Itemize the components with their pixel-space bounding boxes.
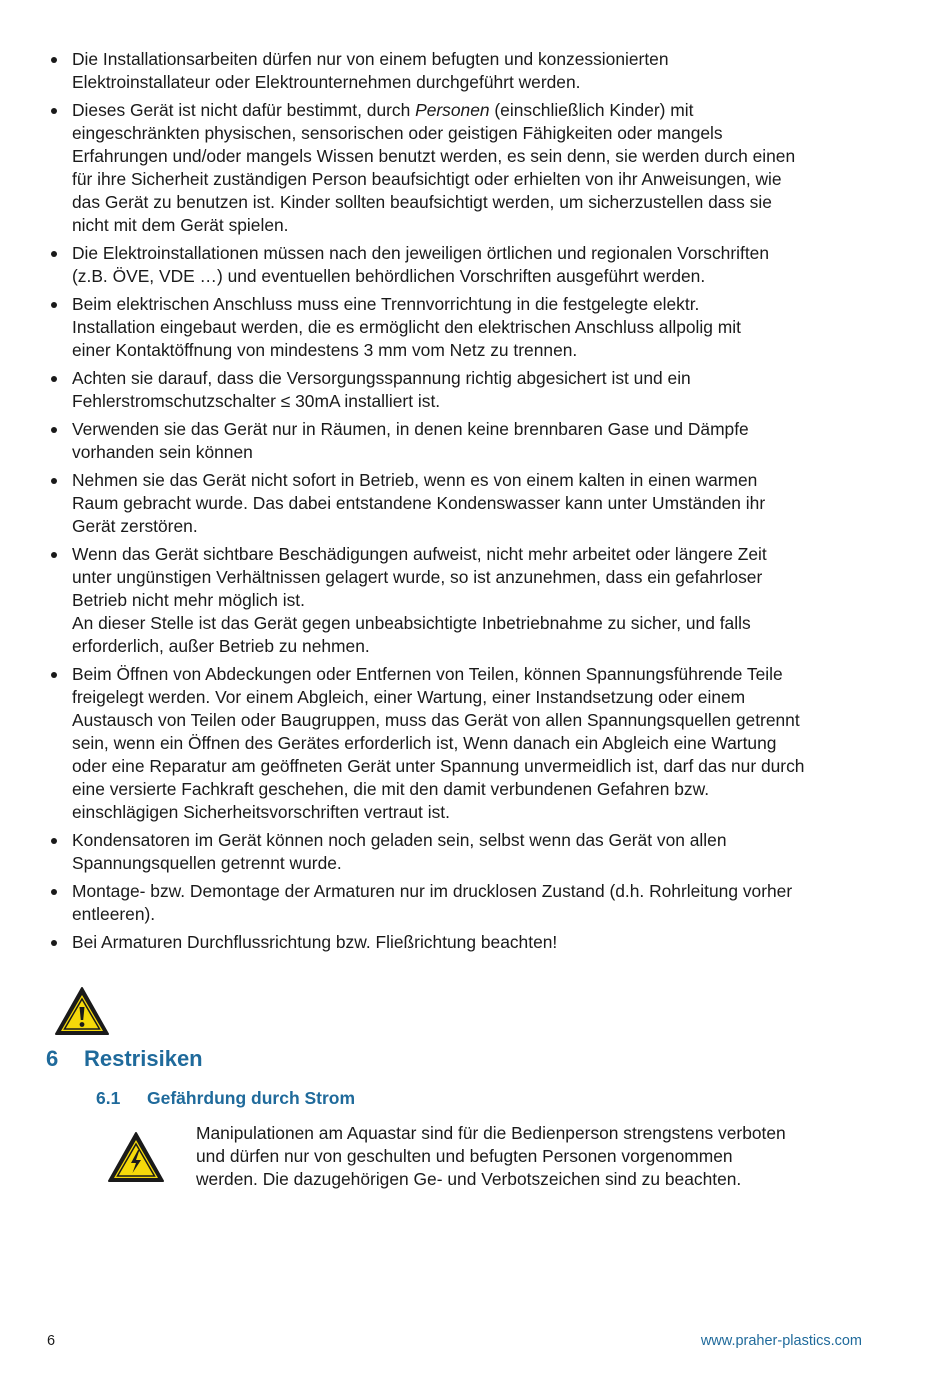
list-item-line: einer Kontaktöffnung von mindestens 3 mm vom Netz zu trennen.	[72, 340, 578, 360]
list-item	[72, 48, 882, 94]
list-item-line: Installation eingebaut werden, die es ermöglicht den elektrischen Anschluss allpolig mit	[72, 317, 741, 337]
list-item-line: Beim elektrischen Anschluss muss eine Trennvorrichtung in die festgelegte elektr.	[72, 294, 700, 314]
list-item-line: freigelegt werden. Vor einem Abgleich, einer Wartung, einer Instandsetzung oder einem	[72, 687, 746, 707]
paragraph-line: Manipulationen am Aquastar sind für die Bedienperson strengstens verboten	[196, 1123, 786, 1143]
section-title: Restrisiken	[84, 1046, 203, 1071]
list-item	[72, 829, 882, 875]
list-item-line: für ihre Sicherheit zuständigen Person beaufsichtigt oder erhielten von ihr Anweisungen, wie	[72, 169, 782, 189]
list-item	[72, 880, 882, 926]
list-item-text: (einschließlich Kinder) mit	[489, 100, 694, 120]
warning-triangle-icon	[54, 986, 110, 1036]
list-item	[72, 418, 882, 464]
list-item-line: Montage- bzw. Demontage der Armaturen nur im drucklosen Zustand (d.h. Rohrleitung vorher	[72, 881, 793, 901]
list-item-line: Die Elektroinstallationen müssen nach den jeweiligen örtlichen und regionalen Vorschriften	[72, 243, 770, 263]
list-item-line: Raum gebracht wurde. Das dabei entstandene Kondenswasser kann unter Umständen ihr	[72, 493, 766, 513]
list-item	[72, 367, 882, 413]
list-item	[72, 242, 882, 288]
list-item-line: Achten sie darauf, dass die Versorgungsspannung richtig abgesichert ist und ein	[72, 368, 691, 388]
list-item-line: Wenn das Gerät sichtbare Beschädigungen aufweist, nicht mehr arbeitet oder längere Zeit	[72, 544, 767, 564]
safety-instructions-list	[72, 48, 882, 959]
list-item-line: oder eine Reparatur am geöffneten Gerät unter Spannung unvermeidlich ist, darf das nur durch	[72, 756, 805, 776]
high-voltage-icon	[107, 1131, 165, 1183]
list-item-line: erforderlich, außer Betrieb zu nehmen.	[72, 636, 370, 656]
list-item	[72, 99, 882, 237]
list-item-line: Verwenden sie das Gerät nur in Räumen, in denen keine brennbaren Gase und Dämpfe	[72, 419, 749, 439]
list-item	[72, 293, 882, 362]
list-item-line: Gerät zerstören.	[72, 516, 198, 536]
page-number: 6	[47, 1333, 56, 1349]
list-item-line: eine versierte Fachkraft geschehen, die mit den damit verbundenen Gefahren bzw.	[72, 779, 710, 799]
paragraph-line: und dürfen nur von geschulten und befugten Personen vorgenommen	[196, 1146, 733, 1166]
list-item-line: Bei Armaturen Durchflussrichtung bzw. Fließrichtung beachten!	[72, 932, 558, 952]
list-item	[72, 663, 882, 824]
list-item-line: Austausch von Teilen oder Baugruppen, muss das Gerät von allen Spannungsquellen getrennt	[72, 710, 800, 730]
list-item-line: einschlägigen Sicherheitsvorschriften vertraut ist.	[72, 802, 450, 822]
list-item-line: unter ungünstigen Verhältnissen gelagert wurde, so ist anzunehmen, dass ein gefahrloser	[72, 567, 763, 587]
list-item-line: Kondensatoren im Gerät können noch geladen sein, selbst wenn das Gerät von allen	[72, 830, 727, 850]
list-item-line: Fehlerstromschutzschalter ≤ 30mA installiert ist.	[72, 391, 441, 411]
section-number: 6	[46, 1046, 59, 1071]
list-item-line: An dieser Stelle ist das Gerät gegen unbeabsichtigte Inbetriebnahme zu sicher, und falls	[72, 613, 751, 633]
list-item-line: entleeren).	[72, 904, 156, 924]
list-item-line: sein, wenn ein Öffnen des Gerätes erforderlich ist, Wenn danach ein Abgleich eine Wartung	[72, 733, 777, 753]
emphasis-personen: Personen	[415, 100, 490, 120]
list-item-line: das Gerät zu benutzen ist. Kinder sollten beaufsichtigt werden, um sicherzustellen dass sie	[72, 192, 772, 212]
list-item-text: Dieses Gerät ist nicht dafür bestimmt, durch	[72, 100, 416, 120]
website-link[interactable]: www.praher-plastics.com	[700, 1333, 862, 1349]
list-item-line: eingeschränkten physischen, sensorischen oder geistigen Fähigkeiten oder mangels	[72, 123, 723, 143]
list-item-line: Die Installationsarbeiten dürfen nur von einem befugten und konzessionierten	[72, 49, 669, 69]
list-item-line: (z.B. ÖVE, VDE …) und eventuellen behördlichen Vorschriften ausgeführt werden.	[72, 266, 706, 286]
electric-hazard-paragraph	[196, 1122, 886, 1191]
list-item	[72, 469, 882, 538]
list-item-line: nicht mit dem Gerät spielen.	[72, 215, 289, 235]
list-item-line: Nehmen sie das Gerät nicht sofort in Betrieb, wenn es von einem kalten in einen warmen	[72, 470, 758, 490]
subsection-title: Gefährdung durch Strom	[147, 1088, 356, 1108]
paragraph-line: werden. Die dazugehörigen Ge- und Verbotszeichen sind zu beachten.	[196, 1169, 742, 1189]
list-item-line: Erfahrungen und/oder mangels Wissen benutzt werden, es sein denn, sie werden durch einen	[72, 146, 796, 166]
list-item-line: Spannungsquellen getrennt wurde.	[72, 853, 342, 873]
list-item-line: Betrieb nicht mehr möglich ist.	[72, 590, 305, 610]
subsection-number: 6.1	[96, 1088, 121, 1108]
list-item-line: Beim Öffnen von Abdeckungen oder Entfernen von Teilen, können Spannungsführende Teile	[72, 664, 783, 684]
list-item-line	[72, 99, 882, 122]
list-item	[72, 543, 882, 658]
list-item-line: vorhanden sein können	[72, 442, 253, 462]
list-item-line: Elektroinstallateur oder Elektrounternehmen durchgeführt werden.	[72, 72, 581, 92]
subsection-heading	[96, 1088, 355, 1109]
section-heading	[46, 1046, 203, 1072]
list-item	[72, 931, 882, 954]
